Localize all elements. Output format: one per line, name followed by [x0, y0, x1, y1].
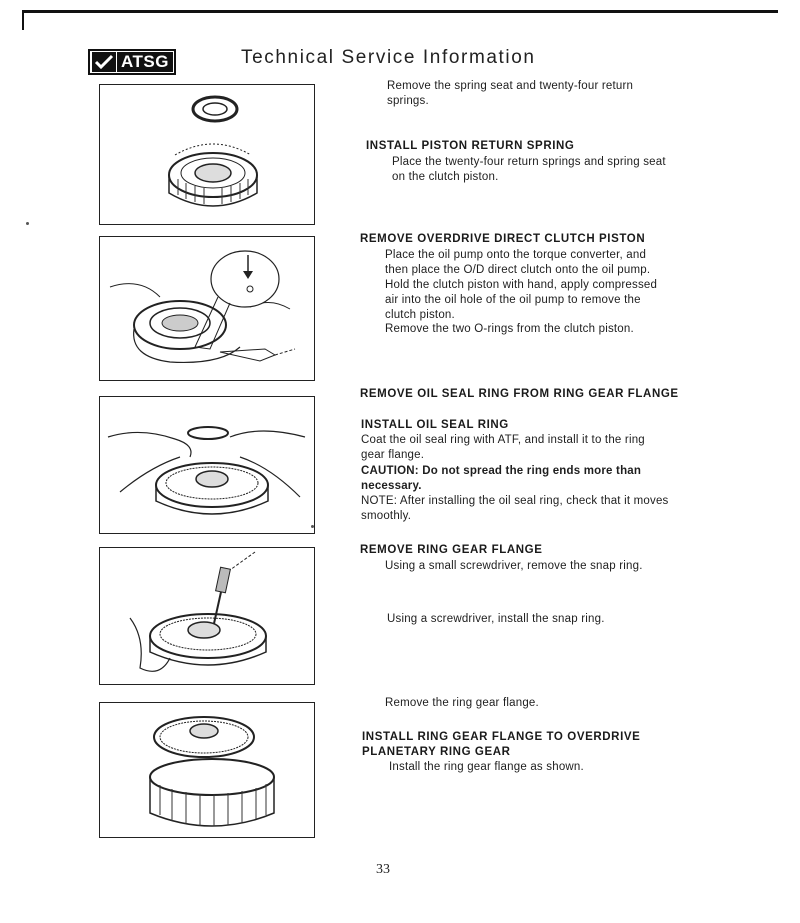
figure-snap-ring [99, 547, 315, 685]
note-label: NOTE: [361, 495, 398, 507]
s5-para-1: Coat the oil seal ring with ATF, and install it to the ring gear flange. [361, 434, 645, 461]
atsg-logo [88, 49, 176, 75]
s5-heading: INSTALL OIL SEAL RING [361, 419, 509, 431]
spring-seat-illustration [100, 85, 315, 225]
oil-seal-ring-illustration [100, 397, 315, 534]
s5-caution [361, 464, 671, 494]
s7-text: Install the ring gear flange as shown. [389, 761, 584, 773]
margin-speck [311, 525, 314, 528]
s2-text: Place the twenty-four return springs and spring seat on the clutch piston. [392, 156, 666, 183]
s3-para-1: Place the oil pump onto the torque converter, and then place the O/D direct clutch onto the oil pump. [385, 249, 651, 276]
page-number: 33 [376, 862, 390, 877]
s1-text: Remove the spring seat and twenty-four return springs. [387, 80, 634, 107]
figure-oil-seal-ring [99, 396, 315, 534]
s7-heading: INSTALL RING GEAR FLANGE TO OVERDRIVE PLANETARY RING GEAR [362, 731, 641, 758]
figure-ring-gear [99, 702, 315, 838]
checkmark-icon [92, 52, 116, 72]
s6-para-1: Using a small screwdriver, remove the snap ring. [385, 560, 643, 572]
s6-para-2: Using a screwdriver, install the snap ring. [387, 613, 605, 625]
s3-heading: REMOVE OVERDRIVE DIRECT CLUTCH PISTON [360, 233, 646, 245]
caution-label: CAUTION: [361, 465, 419, 477]
margin-speck [26, 222, 29, 225]
top-rule [22, 10, 778, 13]
page-title: Technical Service Information [241, 47, 536, 68]
ring-gear-illustration [100, 703, 315, 838]
air-removal-illustration [100, 237, 315, 381]
s3-para-3: Remove the two O-rings from the clutch piston. [385, 323, 634, 335]
s6-heading: REMOVE RING GEAR FLANGE [360, 544, 543, 556]
s5-note [361, 494, 671, 524]
caution-text: Do not spread the ring ends more than necessary. [361, 465, 642, 492]
snap-ring-illustration [100, 548, 315, 685]
figure-spring-seat [99, 84, 315, 225]
s4-heading: REMOVE OIL SEAL RING FROM RING GEAR FLANGE [360, 388, 679, 400]
s2-heading: INSTALL PISTON RETURN SPRING [366, 140, 575, 152]
s3-para-2: Hold the clutch piston with hand, apply compressed air into the oil hole of the oil pump to remove the clutch piston. [385, 279, 658, 321]
figure-air-removal [99, 236, 315, 381]
logo-text: ATSG [117, 52, 173, 72]
note-text: After installing the oil seal ring, check that it moves smoothly. [361, 495, 669, 522]
s6-para-3: Remove the ring gear flange. [385, 697, 539, 709]
corner-mark [22, 10, 24, 30]
